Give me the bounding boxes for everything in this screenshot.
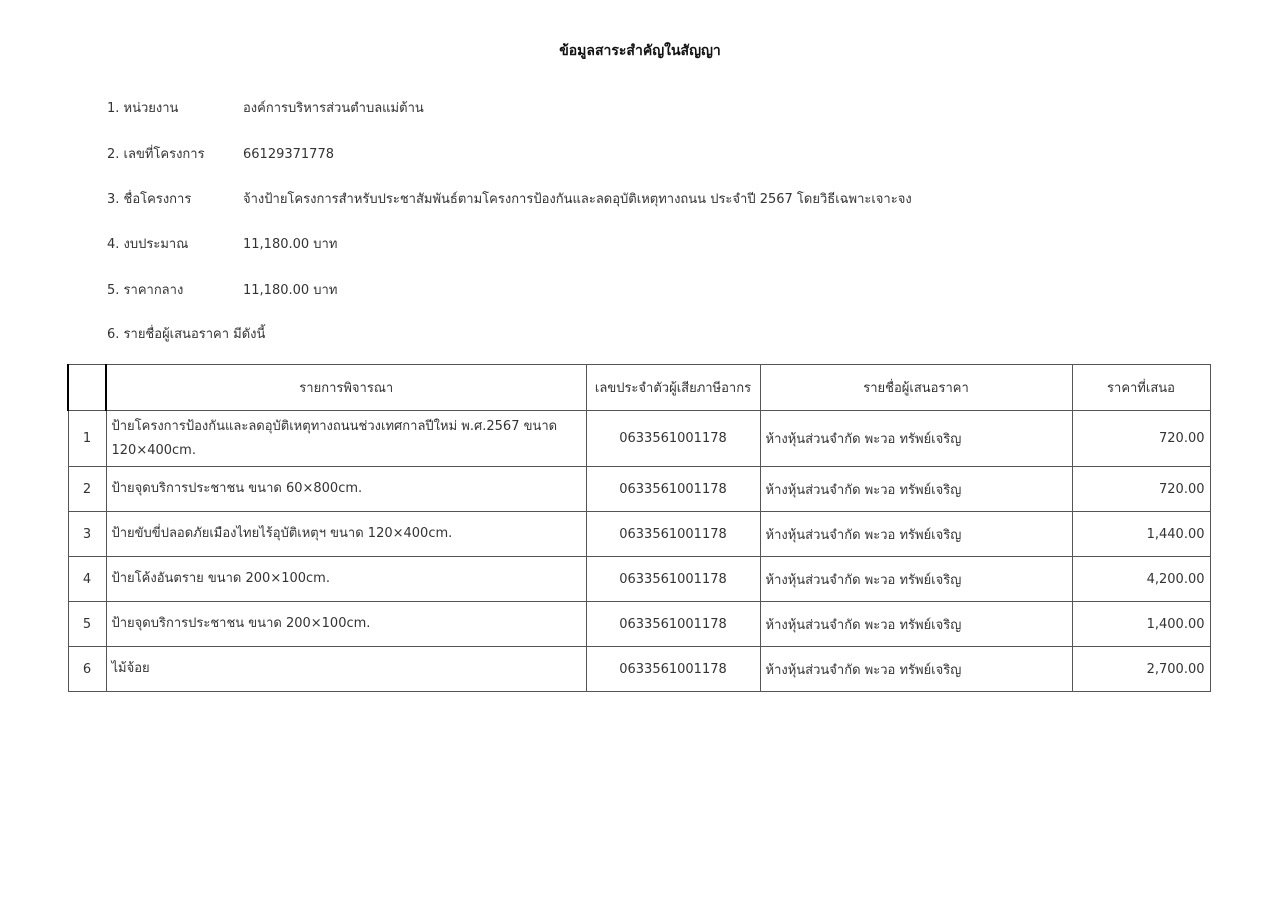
info-label: 5. ราคากลาง — [107, 283, 184, 298]
header-no — [68, 365, 106, 411]
row-tax-id: 0633561001178 — [586, 557, 760, 602]
info-value: 66129371778 — [243, 147, 334, 162]
table-row — [68, 512, 1210, 557]
row-number: 4 — [68, 557, 106, 602]
table-row — [68, 411, 1210, 467]
info-label: 1. หน่วยงาน — [107, 101, 179, 116]
row-bidder: ห้างหุ้นส่วนจำกัด พะวอ ทรัพย์เจริญ — [760, 557, 1072, 602]
row-number: 5 — [68, 602, 106, 647]
row-item: ไม้จ้อย — [106, 647, 586, 692]
table-row — [68, 602, 1210, 647]
row-price: 1,440.00 — [1072, 512, 1210, 557]
table-row — [68, 467, 1210, 512]
row-bidder: ห้างหุ้นส่วนจำกัด พะวอ ทรัพย์เจริญ — [760, 647, 1072, 692]
row-price: 720.00 — [1072, 411, 1210, 467]
bidders-heading: 6. รายชื่อผู้เสนอราคา มีดังนี้ — [107, 327, 266, 342]
row-number: 2 — [68, 467, 106, 512]
info-value: จ้างป้ายโครงการสำหรับประชาสัมพันธ์ตามโครงการป้องกันและลดอุบัติเหตุทางถนน ประจำปี 2567 โดยวิธีเฉพาะเจาะจง — [243, 192, 912, 207]
info-label: 3. ชื่อโครงการ — [107, 192, 192, 207]
row-bidder: ห้างหุ้นส่วนจำกัด พะวอ ทรัพย์เจริญ — [760, 467, 1072, 512]
bidders-table — [67, 364, 1211, 692]
info-label: 2. เลขที่โครงการ — [107, 147, 205, 162]
row-item: ป้ายจุดบริการประชาชน ขนาด 200×100cm. — [106, 602, 586, 647]
row-item: ป้ายโครงการป้องกันและลดอุบัติเหตุทางถนนช่วงเทศกาลปีใหม่ พ.ศ.2567 ขนาด 120×400cm. — [106, 411, 586, 467]
row-item: ป้ายจุดบริการประชาชน ขนาด 60×800cm. — [106, 467, 586, 512]
info-row-budget — [107, 233, 337, 254]
row-price: 4,200.00 — [1072, 557, 1210, 602]
row-bidder: ห้างหุ้นส่วนจำกัด พะวอ ทรัพย์เจริญ — [760, 411, 1072, 467]
info-row-project-name — [107, 188, 912, 209]
header-bidder: รายชื่อผู้เสนอราคา — [760, 365, 1072, 411]
header-item: รายการพิจารณา — [106, 365, 586, 411]
row-number: 6 — [68, 647, 106, 692]
info-value: 11,180.00 บาท — [243, 283, 338, 298]
row-tax-id: 0633561001178 — [586, 512, 760, 557]
row-tax-id: 0633561001178 — [586, 411, 760, 467]
row-item: ป้ายขับขี่ปลอดภัยเมืองไทยไร้อุบัติเหตุฯ ขนาด 120×400cm. — [106, 512, 586, 557]
table-row — [68, 557, 1210, 602]
row-tax-id: 0633561001178 — [586, 467, 760, 512]
row-item: ป้ายโค้งอันตราย ขนาด 200×100cm. — [106, 557, 586, 602]
info-label: 4. งบประมาณ — [107, 237, 189, 252]
info-row-agency — [107, 97, 424, 118]
info-value: 11,180.00 บาท — [243, 237, 338, 252]
document-title: ข้อมูลสาระสำคัญในสัญญา — [559, 43, 721, 59]
row-tax-id: 0633561001178 — [586, 602, 760, 647]
row-bidder: ห้างหุ้นส่วนจำกัด พะวอ ทรัพย์เจริญ — [760, 602, 1072, 647]
row-tax-id: 0633561001178 — [586, 647, 760, 692]
row-bidder: ห้างหุ้นส่วนจำกัด พะวอ ทรัพย์เจริญ — [760, 512, 1072, 557]
row-price: 720.00 — [1072, 467, 1210, 512]
row-price: 2,700.00 — [1072, 647, 1210, 692]
info-row-median-price — [107, 279, 337, 300]
row-number: 3 — [68, 512, 106, 557]
info-row-project-number — [107, 143, 334, 164]
row-price: 1,400.00 — [1072, 602, 1210, 647]
header-price: ราคาที่เสนอ — [1072, 365, 1210, 411]
info-value: องค์การบริหารส่วนตำบลแม่ต้าน — [243, 101, 424, 116]
table-header-row — [68, 365, 1210, 411]
table-row — [68, 647, 1210, 692]
row-number: 1 — [68, 411, 106, 467]
header-tax-id: เลขประจำตัวผู้เสียภาษีอากร — [586, 365, 760, 411]
